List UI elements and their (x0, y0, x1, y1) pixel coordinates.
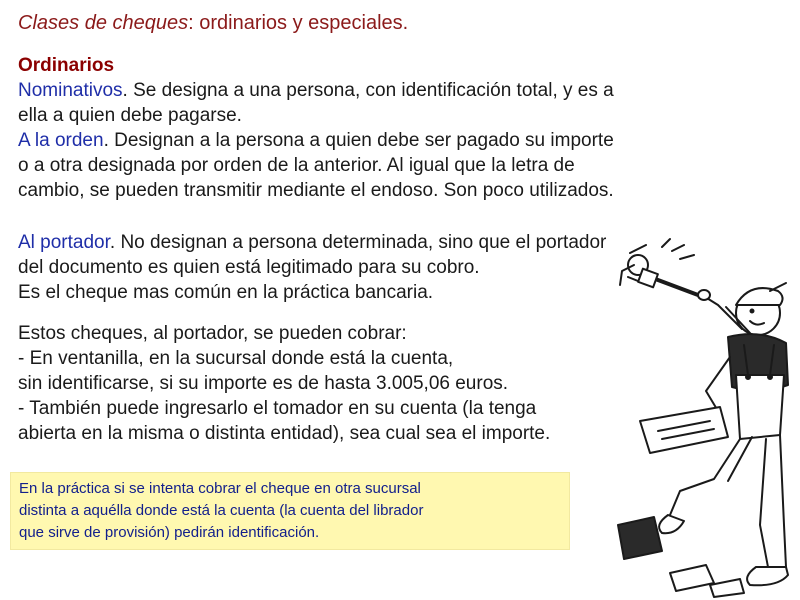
orden-line-1 (18, 128, 718, 153)
title-emphasis: Clases de cheques (18, 12, 189, 34)
title-rest: : ordinarios y especiales. (188, 12, 409, 34)
cobro-line-2: - En ventanilla, en la sucursal donde está la cuenta, (18, 348, 454, 369)
portador-text-3: Es el cheque mas común en la práctica bancaria. (18, 282, 434, 303)
note-line-2: distinta a aquélla donde está la cuenta (la cuenta del librador (19, 502, 424, 519)
cobro-line-5: abierta en la misma o distinta entidad), sea cual sea el importe. (18, 423, 551, 444)
orden-text-1: . Designan a la persona a quien debe ser pagado su importe (103, 130, 614, 151)
cobro-line-3: sin identificarse, si su importe es de hasta 3.005,06 euros. (18, 373, 509, 394)
cobro-line-4: - También puede ingresarlo el tomador en su cuenta (la tenga (18, 398, 537, 419)
term-al-portador: Al portador (18, 232, 110, 253)
note-box (10, 472, 570, 550)
cartoon-worker-hammering-icon (610, 225, 800, 600)
slide-title (18, 12, 408, 35)
cobro-line-1: Estos cheques, al portador, se pueden cobrar: (18, 323, 407, 344)
note-line-1: En la práctica si se intenta cobrar el cheque en otra sucursal (19, 480, 421, 497)
orden-text-3: cambio, se pueden transmitir mediante el endoso. Son poco utilizados. (18, 180, 614, 201)
portador-text-1: . No designan a persona determinada, sino que el portador (109, 232, 607, 253)
section-heading-ordinarios: Ordinarios (18, 55, 115, 76)
note-line-3: que sirve de provisión) pedirán identificación. (19, 524, 320, 541)
cobro-section (18, 321, 653, 446)
term-nominativos: Nominativos (18, 80, 123, 101)
nominativos-text-1: . Se designa a una persona, con identificación total, y es a (122, 80, 614, 101)
nominativos-text-2: ella a quien debe pagarse. (18, 105, 242, 126)
term-a-la-orden: A la orden (18, 130, 104, 151)
portador-text-2: del documento es quien está legitimado para su cobro. (18, 257, 480, 278)
orden-text-2: o a otra designada por orden de la anterior. Al igual que la letra de (18, 155, 575, 176)
nominativos-line-1 (18, 78, 718, 103)
ordinarios-section (18, 53, 718, 203)
